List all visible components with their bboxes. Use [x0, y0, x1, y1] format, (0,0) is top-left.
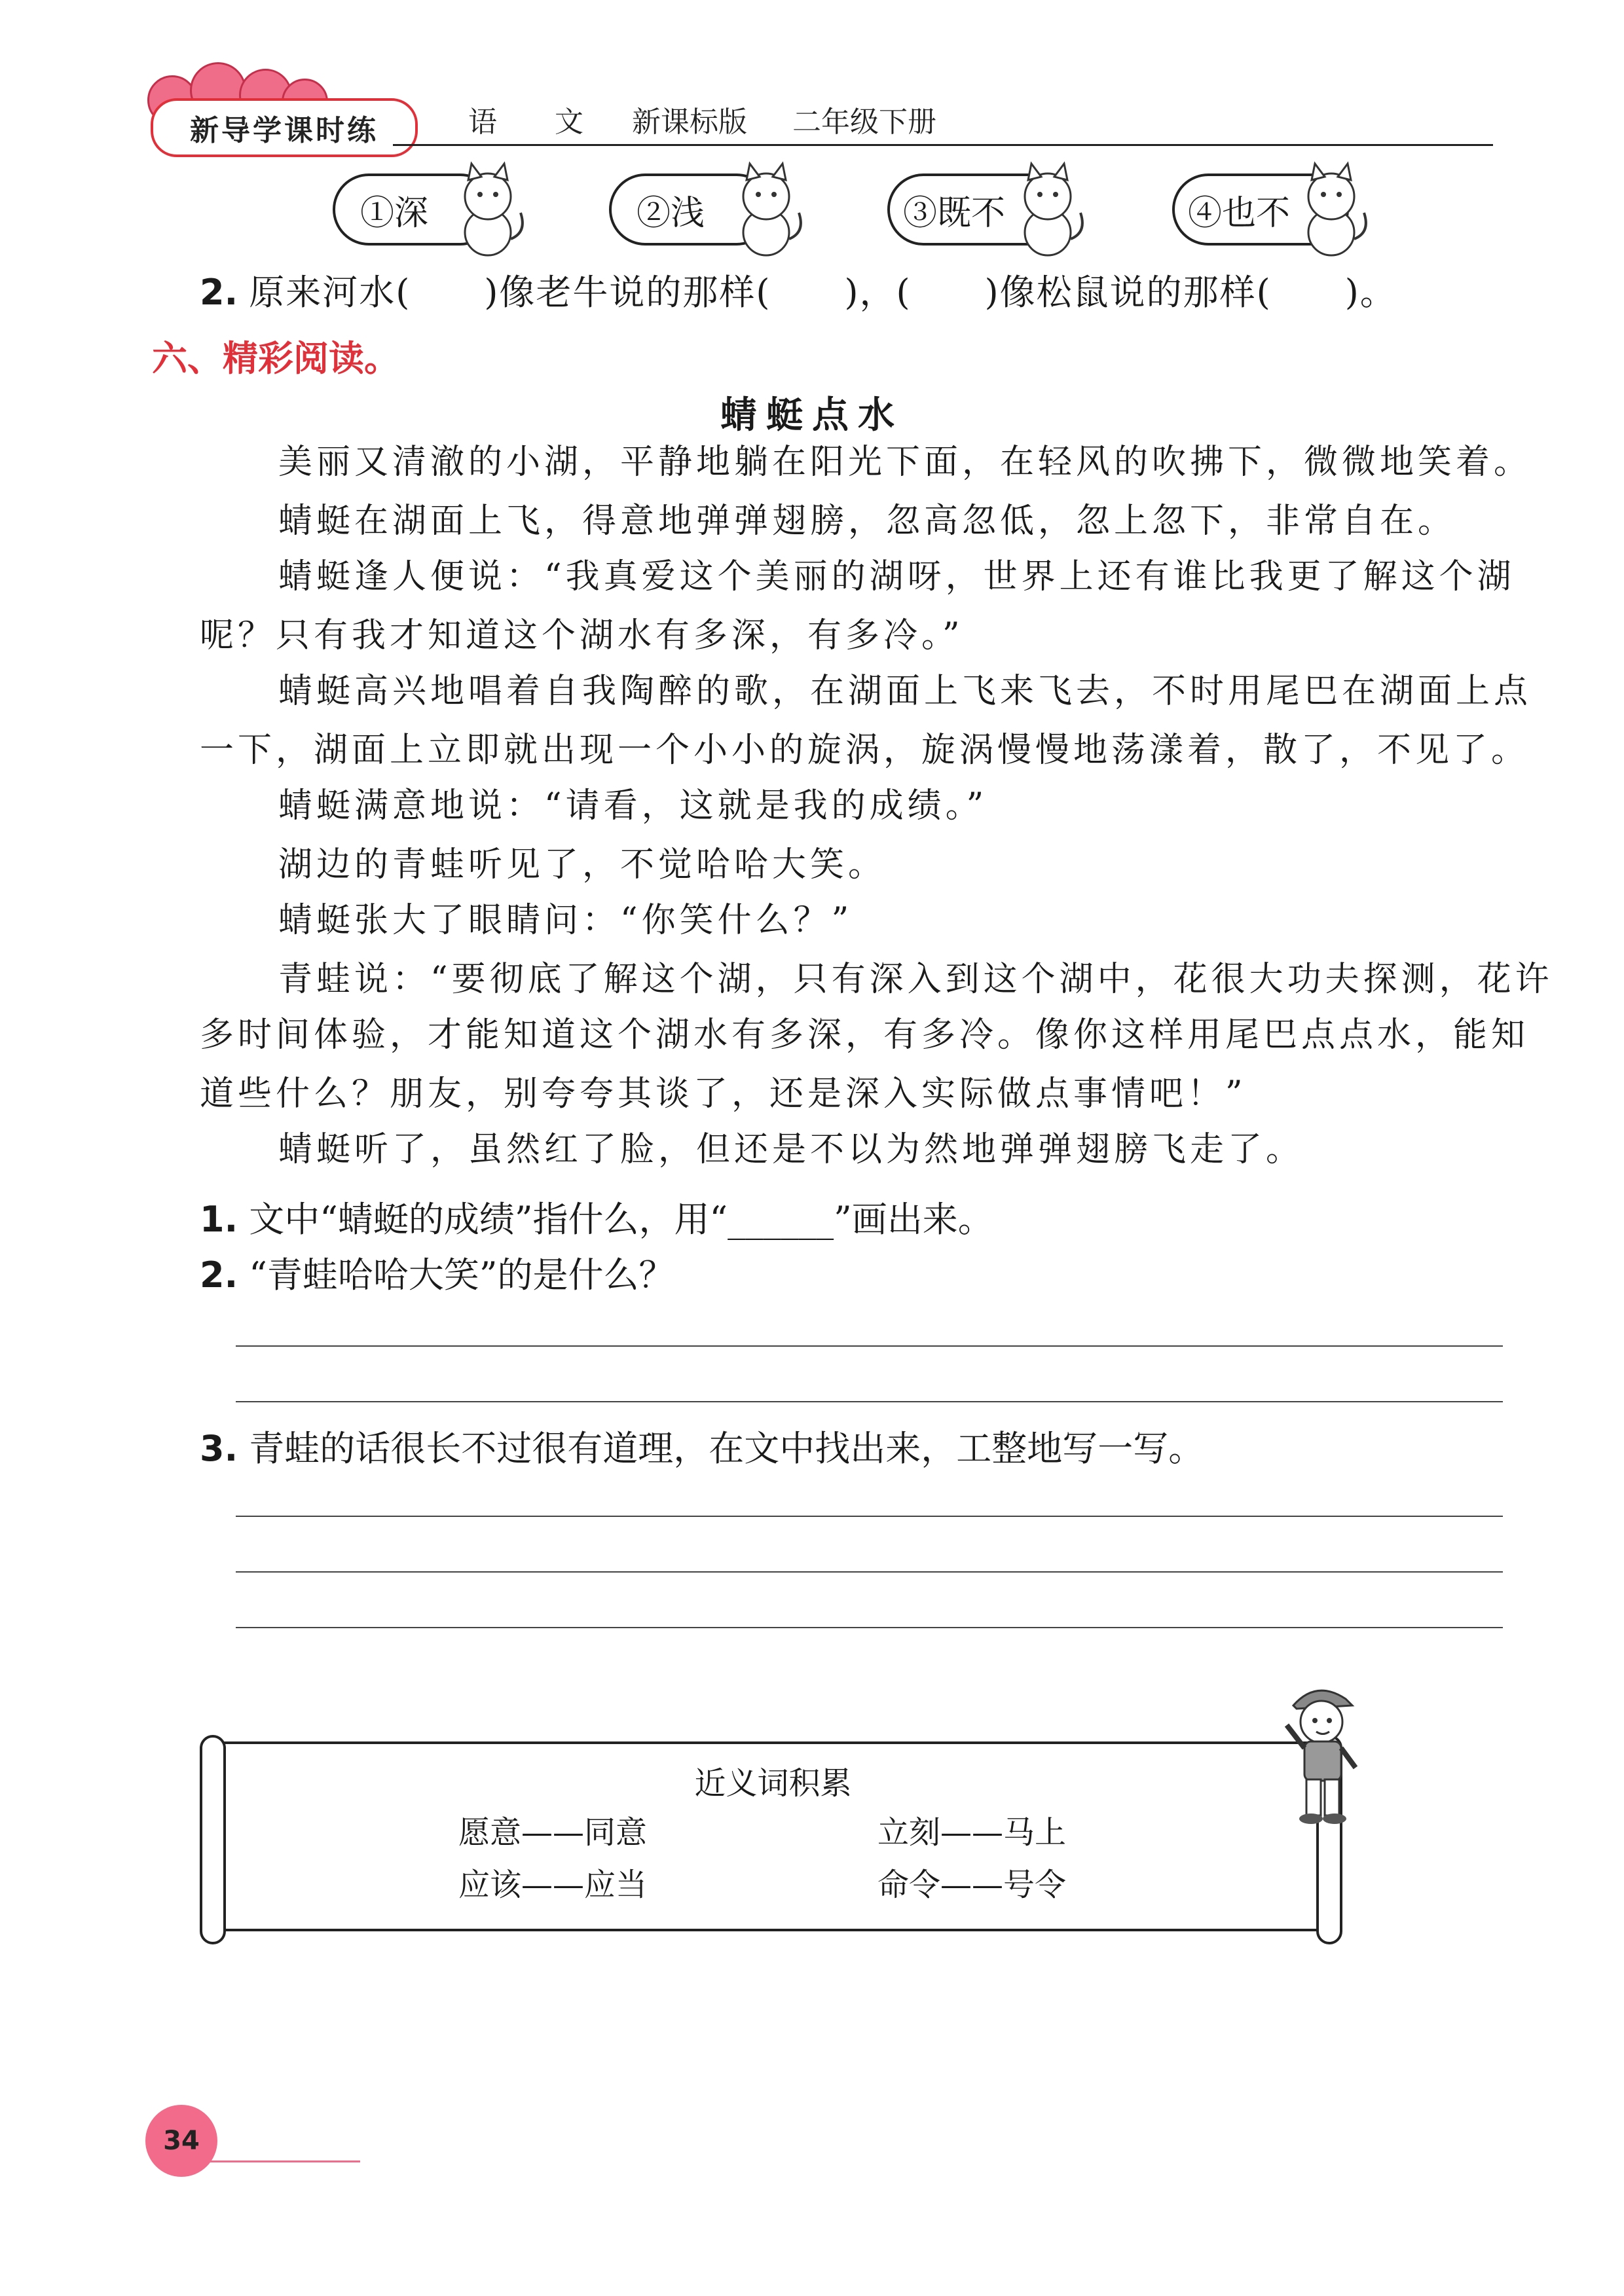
story-line: 一下，湖面上立即就出现一个小小的旋涡，旋涡慢慢地荡漾着，散了，不见了。 — [200, 731, 1530, 770]
question-text: 原来河水( )像老牛说的那样( )，( )像松鼠说的那样( )。 — [249, 272, 1397, 313]
answer-line[interactable] — [236, 1401, 1503, 1402]
story-line: 蜻蜓在湖面上飞，得意地弹弹翅膀，忽高忽低，忽上忽下，非常自在。 — [278, 501, 1456, 541]
header-grade: 二年级下册 — [792, 105, 936, 139]
story-line: 道些什么？朋友，别夸夸其谈了，还是深入实际做点事情吧！” — [200, 1074, 1247, 1114]
story-line: 呢？只有我才知道这个湖水有多深，有多冷。” — [200, 616, 964, 655]
story-line: 湖边的青蛙听见了，不觉哈哈大笑。 — [278, 845, 887, 884]
cat-icon — [730, 160, 809, 259]
page-number-rule — [190, 2160, 360, 2162]
question-2 — [200, 1247, 674, 1298]
question-number: 1. — [200, 1199, 238, 1240]
question-3 — [200, 1421, 1204, 1471]
synonym-pair: 立刻——马上 — [877, 1814, 1067, 1851]
question-text: “青蛙哈哈大笑”的是什么？ — [249, 1254, 674, 1296]
page-number: 34 — [145, 2105, 217, 2177]
story-line: 蜻蜓张大了眼睛问：“你笑什么？” — [278, 901, 853, 940]
answer-line[interactable] — [236, 1516, 1503, 1517]
synonym-title: 近义词积累 — [694, 1765, 852, 1802]
story-line: 青蛙说：“要彻底了解这个湖，只有深入到这个湖中，花很大功夫探测，花许 — [278, 960, 1553, 999]
synonym-pair: 应该——应当 — [458, 1867, 648, 1903]
option-oval: ③既不 — [887, 173, 1064, 246]
synonym-pair: 命令——号令 — [877, 1867, 1067, 1903]
question-text: 青蛙的话很长不过很有道理，在文中找出来，工整地写一写。 — [249, 1428, 1204, 1469]
boy-icon — [1270, 1676, 1369, 1827]
option-oval: ②浅 — [609, 173, 773, 246]
header-edition: 新课标版 — [632, 105, 747, 139]
answer-line[interactable] — [236, 1345, 1503, 1347]
answer-line[interactable] — [236, 1571, 1503, 1573]
cat-icon — [1295, 160, 1374, 259]
story-title: 蜻蜓点水 — [720, 394, 904, 437]
question-number: 2. — [200, 272, 238, 313]
answer-line[interactable] — [236, 1627, 1503, 1628]
story-line: 蜻蜓满意地说：“请看，这就是我的成绩。” — [278, 786, 988, 826]
header-subject: 语 文 — [468, 105, 583, 139]
synonym-pair: 愿意——同意 — [458, 1814, 648, 1851]
cat-icon — [1012, 160, 1090, 259]
story-line: 美丽又清澈的小湖，平静地躺在阳光下面，在轻风的吹拂下，微微地笑着。 — [278, 443, 1532, 482]
story-line: 蜻蜓逢人便说：“我真爱这个美丽的湖呀，世界上还有谁比我更了解这个湖 — [278, 557, 1515, 596]
story-line: 多时间体验，才能知道这个湖水有多深，有多冷。像你这样用尾巴点点水，能知 — [200, 1015, 1530, 1055]
option-oval: ①深 — [333, 173, 496, 246]
question-text: 文中“蜻蜓的成绩”指什么，用“______”画出来。 — [249, 1199, 993, 1240]
fill-question — [200, 272, 1397, 313]
question-number: 2. — [200, 1254, 238, 1296]
option-oval: ④也不 — [1172, 173, 1349, 246]
header-rule — [393, 144, 1493, 146]
question-number: 3. — [200, 1428, 238, 1469]
series-banner: 新导学课时练 — [151, 98, 418, 157]
story-line: 蜻蜓高兴地唱着自我陶醉的歌，在湖面上飞来飞去，不时用尾巴在湖面上点 — [278, 672, 1532, 711]
cat-icon — [452, 160, 530, 259]
question-1 — [200, 1192, 993, 1242]
section-title: 六、精彩阅读。 — [152, 338, 399, 379]
story-line: 蜻蜓听了，虽然红了脸，但还是不以为然地弹弹翅膀飞走了。 — [278, 1130, 1304, 1169]
